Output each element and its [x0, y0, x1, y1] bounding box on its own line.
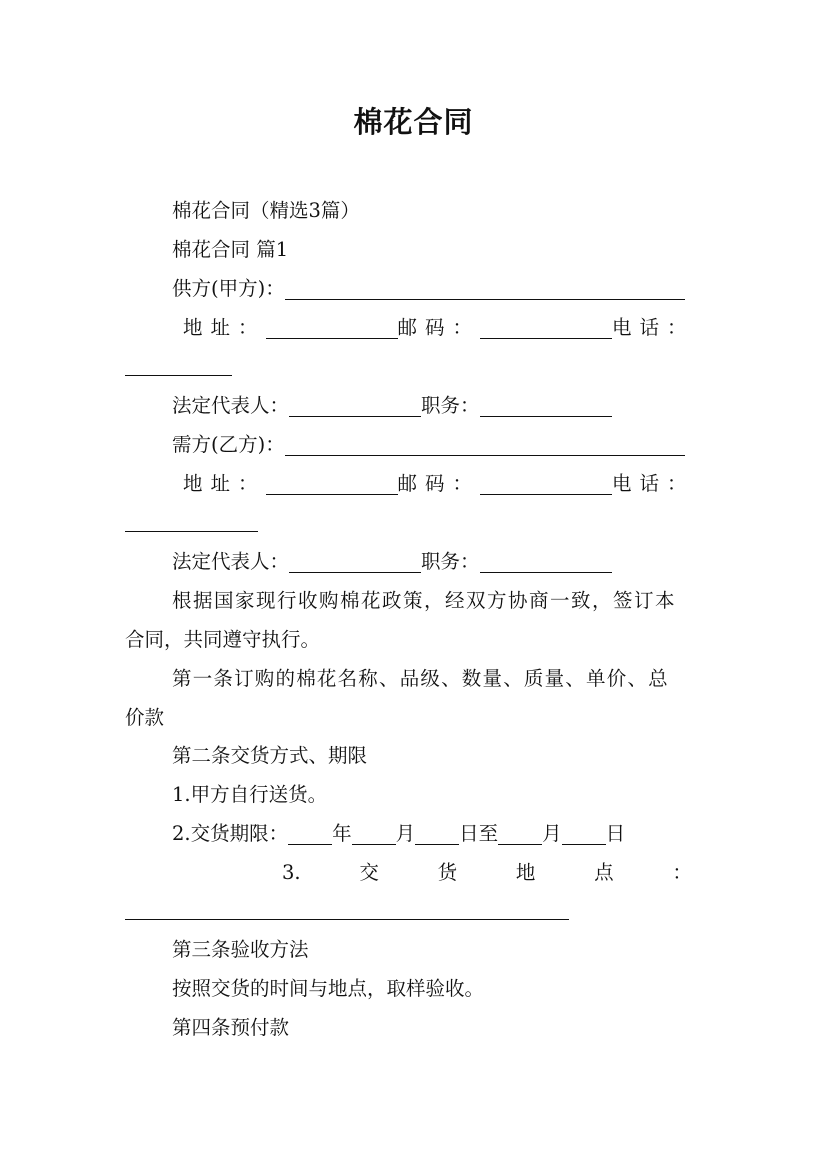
- party-b-blank: [285, 435, 685, 456]
- party-b-address-label: 地址：: [183, 472, 266, 495]
- year-label: 年: [332, 822, 352, 845]
- article-1-line-2: 价款: [125, 706, 165, 729]
- preamble-line-1: 根据国家现行收购棉花政策，经双方协商一致，签订本: [172, 589, 677, 612]
- delivery-period-label: 2.交货期限：: [172, 822, 289, 845]
- article-3-text: 按照交货的时间与地点，取样验收。: [172, 977, 485, 1000]
- item-3-number: 3.: [282, 861, 301, 884]
- party-b-postcode-label: 邮码：: [397, 472, 481, 495]
- party-a-line: [172, 276, 685, 302]
- party-a-rep-label: 法定代表人：: [172, 394, 290, 417]
- party-b-phone-label: 电话：: [612, 472, 695, 495]
- party-b-phone-blank: [125, 531, 258, 532]
- month-label: 月: [395, 822, 416, 845]
- party-b-rep-label: 法定代表人：: [172, 550, 290, 573]
- section-heading: 棉花合同 篇1: [172, 238, 289, 261]
- party-b-contact-line: [183, 471, 695, 497]
- party-b-postcode-blank: [480, 474, 612, 495]
- party-a-label: 供方(甲方)：: [172, 277, 285, 300]
- article-1-line-1: 第一条订购的棉花名称、品级、数量、质量、单价、总: [172, 667, 669, 690]
- party-a-postcode-blank: [480, 318, 612, 339]
- item-3-char: 点: [594, 861, 614, 884]
- party-a-postcode-label: 邮码：: [397, 316, 481, 339]
- day-to-label: 日至: [459, 822, 499, 845]
- day-blank: [415, 824, 459, 845]
- party-a-position-label: 职务：: [421, 394, 480, 417]
- day2-blank: [562, 824, 606, 845]
- party-a-blank: [285, 279, 685, 300]
- article-2-item-1: 1.甲方自行送货。: [172, 783, 328, 806]
- item-3-char: 交: [359, 861, 379, 884]
- preamble-line-2: 合同，共同遵守执行。: [125, 628, 321, 651]
- party-b-label: 需方(乙方)：: [172, 433, 285, 456]
- party-b-position-blank: [480, 552, 612, 573]
- document-title: 棉花合同: [353, 105, 474, 139]
- party-b-rep-blank: [289, 552, 421, 573]
- subtitle: 棉花合同（精选3篇）: [172, 199, 360, 222]
- party-a-rep-line: [172, 393, 612, 419]
- article-2-item-3: [282, 860, 692, 886]
- article-2-item-2: [172, 821, 625, 847]
- month2-label: 月: [542, 822, 562, 845]
- item-3-char: 地: [515, 861, 536, 884]
- article-3-heading: 第三条验收方法: [172, 938, 309, 961]
- party-a-phone-label: 电话：: [612, 316, 695, 339]
- party-b-address-blank: [266, 474, 398, 495]
- party-a-position-blank: [480, 396, 612, 417]
- party-b-position-label: 职务：: [421, 550, 480, 573]
- party-b-rep-line: [172, 549, 612, 575]
- article-2-heading: 第二条交货方式、期限: [172, 744, 368, 767]
- delivery-location-blank: [125, 919, 569, 920]
- item-3-char: 货: [437, 861, 458, 884]
- party-a-address-label: 地址：: [183, 316, 266, 339]
- month-blank: [352, 824, 396, 845]
- party-a-rep-blank: [289, 396, 421, 417]
- day2-label: 日: [605, 822, 626, 845]
- party-a-address-blank: [266, 318, 398, 339]
- party-a-contact-line: [183, 315, 695, 341]
- year-blank: [288, 824, 332, 845]
- party-b-line: [172, 432, 685, 458]
- party-a-phone-blank: [125, 375, 232, 376]
- month2-blank: [498, 824, 542, 845]
- article-4-heading: 第四条预付款: [172, 1016, 290, 1039]
- item-3-colon: ：: [672, 861, 692, 884]
